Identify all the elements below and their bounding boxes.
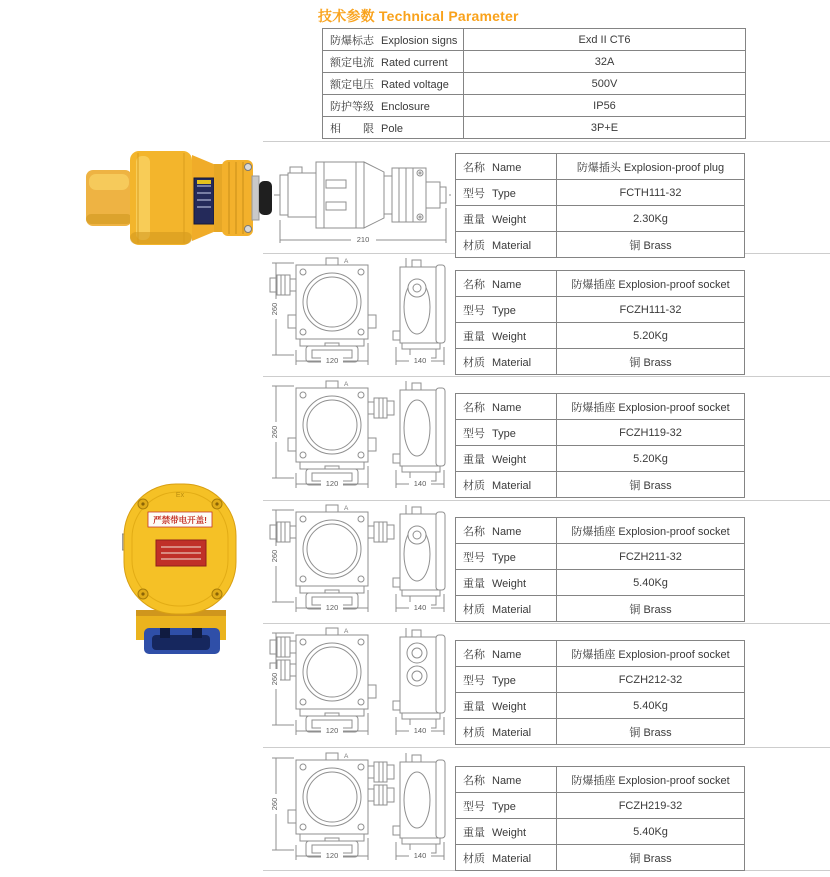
spec-label-cjk: 型号 [463, 187, 485, 200]
param-label-en: Pole [381, 122, 404, 135]
spec-material-cell: 铜 Brass [557, 596, 745, 622]
spec-label-en: Type [492, 800, 516, 813]
spec-label-cell [456, 596, 557, 622]
spec-material-cell: 铜 Brass [557, 232, 745, 258]
spec-label-cell [456, 180, 557, 206]
dim-label-depth: 140 [413, 726, 427, 735]
front-view-marker: A [344, 753, 349, 760]
spec-label-en: Type [492, 187, 516, 200]
front-view-marker: A [344, 258, 349, 265]
spec-label-cell [456, 420, 557, 446]
spec-label-en: Name [492, 648, 522, 661]
param-label-cjk: 防护等级 [330, 100, 374, 113]
plug-nameplate-label [194, 178, 214, 224]
dim-label-depth: 140 [413, 356, 427, 365]
spec-label-en: Weight [492, 330, 527, 343]
param-value-cell: IP56 [464, 95, 746, 117]
spec-weight-cell: 5.40Kg [557, 693, 745, 719]
section-divider [263, 500, 830, 501]
param-value-cell: Exd II CT6 [464, 29, 746, 51]
spec-label-cjk: 型号 [463, 800, 485, 813]
spec-label-cjk: 名称 [463, 525, 485, 538]
spec-label-cjk: 型号 [463, 427, 485, 440]
dim-label-height: 260 [270, 672, 279, 686]
spec-type-cell: FCZH212-32 [557, 667, 745, 693]
spec-label-cjk: 重量 [463, 700, 485, 713]
socket-dimension-drawing [264, 750, 459, 862]
section-divider [263, 141, 830, 142]
spec-label-cell [456, 845, 557, 871]
spec-label-cell [456, 394, 557, 420]
param-value-cell: 3P+E [464, 117, 746, 139]
spec-label-cell [456, 570, 557, 596]
spec-table-fcth111 [455, 153, 745, 258]
spec-label-cjk: 名称 [463, 161, 485, 174]
technical-parameters-table [322, 28, 746, 139]
spec-label-cjk: 重量 [463, 213, 485, 226]
spec-type-cell: FCZH211-32 [557, 544, 745, 570]
spec-label-en: Weight [492, 577, 527, 590]
param-label-cell [323, 95, 464, 117]
spec-table-fczh212 [455, 640, 745, 745]
socket-dimension-drawing [264, 625, 459, 737]
param-label-cjk: 额定电压 [330, 78, 374, 91]
spec-type-cell: FCZH219-32 [557, 793, 745, 819]
spec-label-cell [456, 446, 557, 472]
param-row [323, 73, 746, 95]
spec-material-cell: 铜 Brass [557, 719, 745, 745]
spec-label-en: Material [492, 726, 532, 739]
cable-gland [368, 522, 394, 542]
spec-label-en: Material [492, 603, 532, 616]
param-row [323, 117, 746, 139]
spec-weight-cell: 2.30Kg [557, 206, 745, 232]
section-divider [263, 376, 830, 377]
cable-gland [270, 522, 296, 542]
dim-label-width: 120 [325, 356, 339, 365]
spec-label-cjk: 材质 [463, 479, 485, 492]
spec-label-en: Type [492, 427, 516, 440]
spec-label-cell [456, 693, 557, 719]
dim-label-depth: 140 [413, 851, 427, 860]
spec-label-cjk: 材质 [463, 852, 485, 865]
spec-weight-cell: 5.40Kg [557, 819, 745, 845]
spec-label-cell [456, 719, 557, 745]
param-label-cell [323, 51, 464, 73]
spec-label-cell [456, 544, 557, 570]
dim-label-height: 260 [270, 797, 279, 811]
param-label-en: Rated voltage [381, 78, 449, 91]
dim-label-plug-length: 210 [356, 235, 370, 244]
cable-gland [270, 275, 296, 295]
dim-label-depth: 140 [413, 479, 427, 488]
spec-table-fczh111 [455, 270, 745, 375]
spec-table-fczh211 [455, 517, 745, 622]
spec-label-en: Type [492, 304, 516, 317]
spec-label-cell [456, 154, 557, 180]
dim-label-height: 260 [270, 425, 279, 439]
dim-label-width: 120 [325, 851, 339, 860]
spec-name-cell: 防爆插头 Explosion-proof plug [557, 154, 745, 180]
spec-label-cell [456, 667, 557, 693]
socket-dimension-drawing [264, 255, 459, 367]
spec-label-en: Weight [492, 700, 527, 713]
spec-label-cjk: 重量 [463, 577, 485, 590]
spec-label-cjk: 重量 [463, 826, 485, 839]
spec-table-fczh119 [455, 393, 745, 498]
spec-label-en: Material [492, 239, 532, 252]
spec-label-cell [456, 793, 557, 819]
spec-label-cell [456, 819, 557, 845]
spec-label-cjk: 材质 [463, 356, 485, 369]
spec-label-en: Name [492, 774, 522, 787]
param-label-cjk: 相 限 [330, 122, 374, 135]
spec-label-cell [456, 323, 557, 349]
spec-label-cell [456, 518, 557, 544]
spec-label-cjk: 名称 [463, 401, 485, 414]
spec-label-en: Name [492, 525, 522, 538]
spec-label-cjk: 重量 [463, 453, 485, 466]
spec-label-en: Material [492, 852, 532, 865]
cable-gland [368, 762, 394, 782]
spec-label-cjk: 型号 [463, 551, 485, 564]
section-divider [263, 747, 830, 748]
plug-dimension-drawing [268, 150, 460, 248]
spec-label-en: Name [492, 278, 522, 291]
spec-label-en: Weight [492, 453, 527, 466]
spec-material-cell: 铜 Brass [557, 349, 745, 375]
spec-label-cell [456, 297, 557, 323]
param-value-cell: 500V [464, 73, 746, 95]
spec-material-cell: 铜 Brass [557, 845, 745, 871]
spec-table-fczh219 [455, 766, 745, 871]
socket-ex-mark: Ex [175, 492, 185, 499]
param-row [323, 95, 746, 117]
section-divider [263, 623, 830, 624]
param-label-cjk: 防爆标志 [330, 34, 374, 47]
dim-label-width: 120 [325, 479, 339, 488]
spec-label-cjk: 名称 [463, 774, 485, 787]
param-label-cjk: 额定电流 [330, 56, 374, 69]
cable-gland [270, 637, 296, 657]
spec-type-cell: FCZH111-32 [557, 297, 745, 323]
socket-dimension-drawing [264, 502, 459, 614]
page-title: 技术参数 Technical Parameter [318, 8, 519, 24]
spec-label-cjk: 名称 [463, 278, 485, 291]
param-row [323, 29, 746, 51]
spec-weight-cell: 5.20Kg [557, 323, 745, 349]
param-label-cell [323, 29, 464, 51]
spec-type-cell: FCTH111-32 [557, 180, 745, 206]
spec-label-cjk: 名称 [463, 648, 485, 661]
dim-label-height: 260 [270, 302, 279, 316]
spec-label-en: Type [492, 674, 516, 687]
param-label-en: Enclosure [381, 100, 430, 113]
spec-label-cjk: 材质 [463, 239, 485, 252]
spec-label-cell [456, 641, 557, 667]
cable-gland [368, 785, 394, 805]
socket-warning-text: 严禁带电开盖! [153, 515, 207, 525]
spec-label-cell [456, 472, 557, 498]
spec-name-cell: 防爆插座 Explosion-proof socket [557, 394, 745, 420]
spec-label-cjk: 重量 [463, 330, 485, 343]
spec-label-cell [456, 349, 557, 375]
dim-label-depth: 140 [413, 603, 427, 612]
spec-label-en: Type [492, 551, 516, 564]
spec-name-cell: 防爆插座 Explosion-proof socket [557, 518, 745, 544]
front-view-marker: A [344, 381, 349, 388]
spec-label-en: Material [492, 356, 532, 369]
cable-gland [368, 398, 394, 418]
spec-name-cell: 防爆插座 Explosion-proof socket [557, 641, 745, 667]
param-label-cell [323, 73, 464, 95]
spec-label-cjk: 材质 [463, 726, 485, 739]
spec-label-cjk: 型号 [463, 674, 485, 687]
spec-weight-cell: 5.40Kg [557, 570, 745, 596]
socket-product-photo [122, 478, 240, 656]
spec-label-en: Material [492, 479, 532, 492]
spec-label-cjk: 材质 [463, 603, 485, 616]
param-label-en: Explosion signs [381, 34, 458, 47]
param-label-cell [323, 117, 464, 139]
spec-label-cell [456, 232, 557, 258]
spec-type-cell: FCZH119-32 [557, 420, 745, 446]
spec-label-en: Weight [492, 826, 527, 839]
spec-label-en: Name [492, 401, 522, 414]
param-row [323, 51, 746, 73]
spec-label-cell [456, 767, 557, 793]
front-view-marker: A [344, 628, 349, 635]
spec-label-en: Weight [492, 213, 527, 226]
spec-label-en: Name [492, 161, 522, 174]
plug-product-photo [86, 148, 272, 248]
param-label-en: Rated current [381, 56, 448, 69]
param-value-cell: 32A [464, 51, 746, 73]
spec-label-cell [456, 206, 557, 232]
spec-weight-cell: 5.20Kg [557, 446, 745, 472]
dim-label-width: 120 [325, 726, 339, 735]
socket-dimension-drawing [264, 378, 459, 490]
front-view-marker: A [344, 505, 349, 512]
spec-material-cell: 铜 Brass [557, 472, 745, 498]
spec-name-cell: 防爆插座 Explosion-proof socket [557, 271, 745, 297]
spec-label-cell [456, 271, 557, 297]
dim-label-height: 260 [270, 549, 279, 563]
dim-label-width: 120 [325, 603, 339, 612]
spec-label-cjk: 型号 [463, 304, 485, 317]
spec-name-cell: 防爆插座 Explosion-proof socket [557, 767, 745, 793]
